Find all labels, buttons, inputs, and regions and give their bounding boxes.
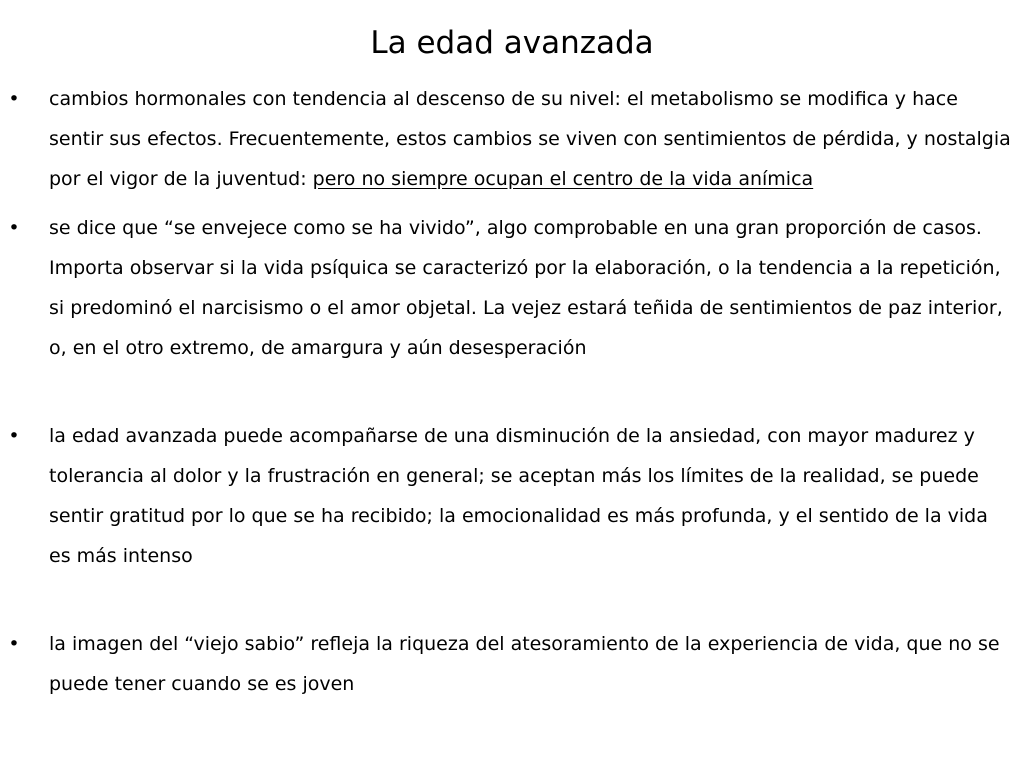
bullet-item-1 xyxy=(0,79,1011,199)
bullet-item-4 xyxy=(0,624,1011,704)
bullet-item-2 xyxy=(0,208,1011,368)
bullet-item-3 xyxy=(0,416,1011,576)
bullet-text: se dice que “se envejece como se ha vivido”, algo comprobable en una gran proporción de casos. Importa observar si la vida psíquica se caracterizó por la elaboración, o la tendencia a la repetición, si predominó el narcisismo o el amor objetal. La vejez estará teñida de sentimientos de paz interior, o, en el otro extremo, de amargura y aún desesperación xyxy=(49,217,1003,359)
bullet-text: la imagen del “viejo sabio” refleja la riqueza del atesoramiento de la experiencia de vida, que no se puede tener cuando se es joven xyxy=(49,633,1000,695)
bullet-list xyxy=(0,79,1024,704)
bullet-icon: • xyxy=(8,217,20,239)
bullet-icon: • xyxy=(8,88,20,110)
bullet-icon: • xyxy=(8,425,20,447)
bullet-underlined-text: pero no siempre ocupan el centro de la vida anímica xyxy=(312,168,814,190)
bullet-text: la edad avanzada puede acompañarse de una disminución de la ansiedad, con mayor madurez y tolerancia al dolor y la frustración en general; se aceptan más los límites de la realidad, se puede sentir gratitud por lo que se ha recibido; la emocionalidad es más profunda, y el sentido de la vida es más intenso xyxy=(49,425,988,567)
slide-title: La edad avanzada xyxy=(370,25,654,61)
bullet-text: cambios hormonales con tendencia al descenso de su nivel: el metabolismo se modifica y hace sentir sus efectos. Frecuentemente, estos cambios se viven con sentimientos de pérdida, y nostalgia por el vigor de la juventud: xyxy=(49,88,1011,190)
bullet-icon: • xyxy=(8,633,20,655)
